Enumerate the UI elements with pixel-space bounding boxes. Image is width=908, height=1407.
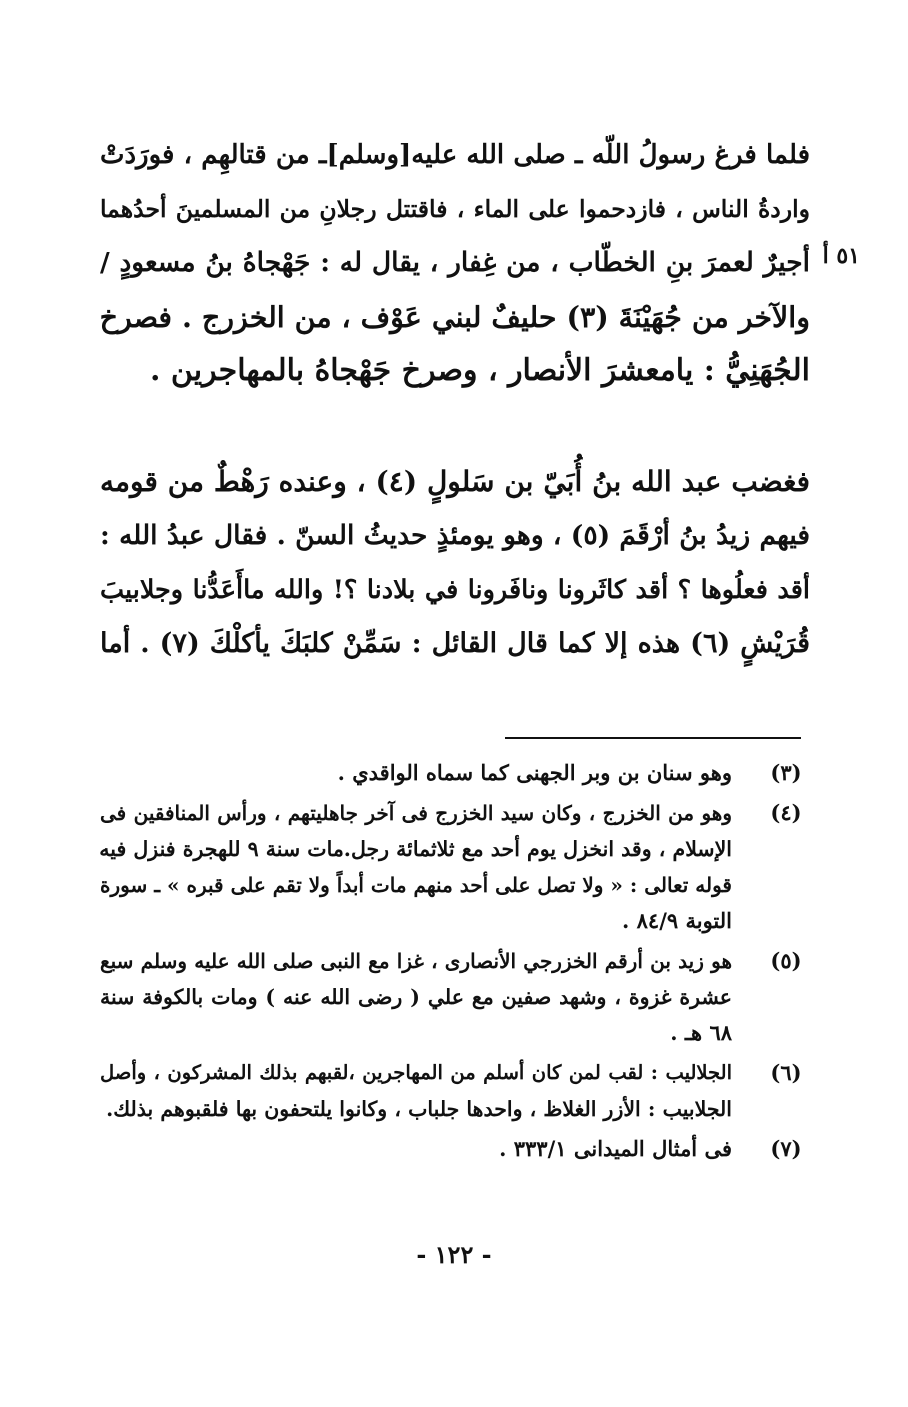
text-line: واردةُ الناس ، فازدحموا على الماء ، فاقتتل رجلانِ من المسلمينَ أحدُهما: [100, 195, 810, 223]
footnote-line: الإسلام ، وقد انخزل يوم أحد مع ثلاثمائة رجل.مات سنة ٩ للهجرة فنزل فيه: [99, 837, 732, 861]
page-number: - ١٢٢ -: [416, 1240, 492, 1269]
footnote-5: [100, 943, 810, 1051]
footnote-line: ٦٨ هـ .: [670, 1020, 732, 1045]
margin-folio-note: ٥١ أ: [822, 243, 860, 269]
footnote-line: وهو من الخزرج ، وكان سيد الخزرج فى آخر جاهليتهم ، ورأس المنافقين فى: [100, 801, 732, 825]
footnote-number: (٣): [770, 760, 802, 785]
footnote-line: عشرة غزوة ، وشهد صفين مع علي ( رضى الله عنه ) ومات بالكوفة سنة: [100, 985, 732, 1009]
footnote-line: الجلاليب : لقب لمن كان أسلم من المهاجرين ،لقبهم بذلك المشركون ، وأصل: [100, 1061, 732, 1084]
footnote-6: [100, 1055, 810, 1127]
footnote-line: هو زيد بن أرقم الخزرجي الأنصارى ، غزا مع النبى صلى الله عليه وسلم سبع: [100, 949, 732, 973]
text-line: الجُهَنِيُّ : يامعشرَ الأنصار ، وصرخ جَهْجاهُ بالمهاجرين .: [150, 353, 810, 388]
text-line: فلما فرغ رسولُ اللّه ـ صلى الله عليه[وسلم]ـ من قتالهِم ، فورَدَتْ: [100, 140, 810, 170]
footnote-line: وهو سنان بن وبر الجهنى كما سماه الواقدي .: [337, 760, 732, 785]
footnote-4: [100, 795, 810, 939]
footnote-7: [100, 1131, 810, 1167]
text-line: قُرَيْشٍ (٦) هذه إلا كما قال القائل : سَمِّنْ كلبَكَ يأكلْكَ (٧) . أما: [100, 628, 810, 659]
footnote-number: (٦): [770, 1060, 802, 1085]
footnote-number: (٥): [770, 948, 802, 973]
footnote-number: (٧): [770, 1136, 802, 1161]
footnote-line: فى أمثال الميدانى ٣٣٣/١ .: [499, 1136, 732, 1161]
footnote-number: (٤): [770, 800, 802, 825]
paragraph-2: [100, 455, 810, 671]
footnotes: [100, 755, 810, 1171]
text-line: فغضب عبد الله بنُ أُبَيّ بن سَلولٍ (٤) ، وعنده رَهْطٌ من قومه: [100, 465, 810, 498]
footnote-3: [100, 755, 810, 791]
footnote-line: الجلابيب : الأزر الغلاظ ، واحدها جلباب ، وكانوا يلتحفون بها فلقبوهم بذلك.: [106, 1097, 732, 1121]
text-line: أقد فعلُوها ؟ أقد كاثَرونا ونافَرونا في بلادنا ؟! والله ماأَعَدُّنا وجلابيبَ: [100, 575, 810, 605]
text-line: فيهم زيدُ بنُ أرْقَمَ (٥) ، وهو يومئذٍ حديثُ السنّ . فقال عبدُ الله :: [100, 520, 810, 551]
text-line: أجيرٌ لعمرَ بنِ الخطّاب ، من غِفار ، يقال له : جَهْجاهُ بنُ مسعودٍ /: [100, 247, 810, 278]
paragraph-1: [100, 128, 810, 398]
text-line: والآخر من جُهَيْنَةَ (٣) حليفٌ لبني عَوْف ، من الخزرج . فصرخ: [99, 300, 810, 334]
footnote-line: التوبة ٨٤/٩ .: [622, 908, 732, 933]
footnote-line: قوله تعالى : « ولا تصل على أحد منهم مات أبداً ولا تقم على قبره » ـ سورة: [100, 873, 732, 897]
footnote-separator: [505, 737, 801, 739]
